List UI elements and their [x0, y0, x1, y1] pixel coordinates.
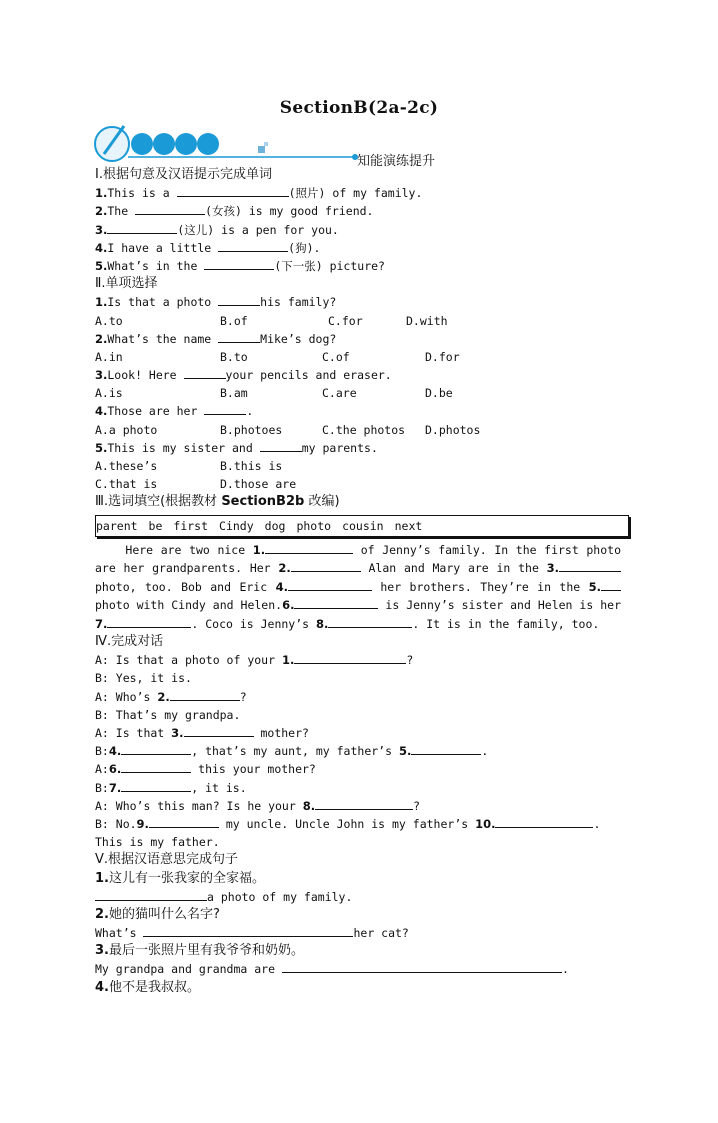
- s5-prompt: 2.她的猫叫什么名字?: [95, 906, 220, 922]
- answer-blank[interactable]: [170, 688, 240, 701]
- word-bank-item: parent: [96, 518, 138, 533]
- answer-blank[interactable]: [121, 742, 191, 755]
- answer-blank[interactable]: [291, 560, 361, 572]
- answer-blank[interactable]: [135, 202, 205, 215]
- dialogue-line: A: Is that 3. mother?: [95, 726, 309, 740]
- s1-item: 5.What’s in the (下一张) picture?: [95, 258, 385, 273]
- option-a[interactable]: A.is: [95, 386, 123, 401]
- answer-blank[interactable]: [559, 560, 621, 572]
- answer-blank[interactable]: [288, 579, 372, 591]
- answer-blank[interactable]: [184, 366, 226, 379]
- option-b[interactable]: B.to: [220, 349, 248, 364]
- answer-blank[interactable]: [294, 597, 378, 609]
- s5-prompt: 4.他不是我叔叔。: [95, 979, 200, 995]
- option-d[interactable]: D.be: [425, 386, 453, 401]
- section-1-heading: Ⅰ.根据句意及汉语提示完成单词: [95, 167, 272, 182]
- option-a[interactable]: A.in: [95, 349, 123, 364]
- banner-label: 知能演练提升: [357, 154, 436, 169]
- option-d[interactable]: D.for: [425, 349, 460, 364]
- s5-answer-line: a photo of my family.: [95, 888, 635, 906]
- s1-item: 3. (这儿) is a pen for you.: [95, 222, 339, 237]
- answer-blank[interactable]: [121, 760, 191, 773]
- answer-blank[interactable]: [149, 815, 219, 828]
- s5-prompt: 1.这儿有一张我家的全家福。: [95, 870, 265, 886]
- s1-item: 2.The (女孩) is my good friend.: [95, 204, 374, 219]
- word-bank-item: cousin: [342, 518, 384, 533]
- answer-blank[interactable]: [143, 924, 353, 937]
- dialogue-line: A: Who’s this man? Is he your 8. ?: [95, 798, 421, 813]
- s2-question: 4.Those are her .: [95, 404, 254, 419]
- section-3-heading: Ⅲ.选词填空(根据教材 SectionB2b 改编): [95, 494, 340, 510]
- banner-square-icon: [258, 146, 265, 153]
- answer-blank[interactable]: [601, 579, 621, 591]
- cloze-passage: Here are two nice 1. of Jenny’s family. In the first photo are her grandparents. Her 2. Alan and Mary are in the 3. photo, too. Bob and Eric 4. her brothers. They’re in the 5. photo with Cindy and Helen.6. is Jenny’s sister and Helen is her 7. . Coco is Jenny’s 8. . It is in the family, too.: [95, 542, 622, 631]
- banner-dot-icon: [153, 133, 175, 155]
- answer-blank[interactable]: [218, 293, 260, 306]
- answer-blank[interactable]: [265, 542, 353, 554]
- answer-blank[interactable]: [282, 960, 562, 973]
- option-b[interactable]: B.this is: [220, 459, 283, 473]
- s2-question: 3.Look! Here your pencils and eraser.: [95, 368, 392, 383]
- answer-blank[interactable]: [294, 651, 406, 664]
- option-c[interactable]: C.for: [328, 313, 363, 328]
- s2-question: 1.Is that a photo his family?: [95, 295, 337, 310]
- word-bank-item: Cindy: [219, 518, 254, 533]
- answer-blank[interactable]: [107, 616, 191, 628]
- worksheet-content: [95, 166, 635, 997]
- option-c[interactable]: C.that is: [95, 477, 158, 492]
- word-bank-item: be: [148, 518, 163, 533]
- s2-options: [95, 384, 635, 402]
- answer-blank[interactable]: [328, 616, 412, 628]
- answer-blank[interactable]: [495, 815, 593, 828]
- answer-blank[interactable]: [411, 742, 481, 755]
- answer-blank[interactable]: [204, 257, 274, 270]
- answer-blank[interactable]: [177, 184, 289, 197]
- page-title: SectionB(2a-2c): [279, 98, 439, 118]
- s2-options: [95, 312, 635, 330]
- dialogue-line: A: Is that a photo of your 1. ?: [95, 653, 414, 668]
- answer-blank[interactable]: [218, 330, 260, 343]
- answer-blank[interactable]: [95, 888, 207, 901]
- option-c[interactable]: C.are: [322, 386, 357, 401]
- section-4-heading: Ⅳ.完成对话: [95, 634, 164, 650]
- dialogue-line: A: Who’s 2. ?: [95, 689, 247, 704]
- dialogue-line: B:4. , that’s my aunt, my father’s 5. .: [95, 744, 489, 759]
- answer-blank[interactable]: [218, 239, 288, 252]
- dialogue-line: B: That’s my grandpa.: [95, 707, 241, 722]
- word-bank-item: dog: [264, 518, 286, 533]
- option-a[interactable]: A.a photo: [95, 422, 158, 437]
- option-b[interactable]: B.am: [220, 386, 248, 401]
- s1-item: 4.I have a little (狗).: [95, 240, 321, 255]
- option-a[interactable]: A.these’s: [95, 459, 158, 473]
- banner-dot-icon: [175, 133, 197, 155]
- s5-answer-line: What’s her cat?: [95, 926, 409, 941]
- s2-options: [95, 421, 635, 439]
- answer-blank[interactable]: [260, 439, 302, 452]
- dialogue-line: B: No.9. my uncle. Uncle John is my father’s 10. .: [95, 816, 601, 831]
- s5-answer-line: My grandpa and grandma are .: [95, 962, 569, 977]
- option-d[interactable]: D.those are: [220, 477, 297, 492]
- banner-dot-icon: [131, 133, 153, 155]
- dialogue-line: A:6. this your mother?: [95, 762, 316, 777]
- section-5-heading: Ⅴ.根据汉语意思完成句子: [95, 852, 239, 868]
- answer-blank[interactable]: [184, 724, 254, 737]
- answer-blank[interactable]: [107, 221, 177, 234]
- option-b[interactable]: B.photoes: [220, 422, 283, 437]
- s5-prompt: 3.最后一张照片里有我爷爷和奶奶。: [95, 943, 304, 959]
- s2-options: [95, 457, 635, 475]
- word-bank: [95, 515, 629, 537]
- s2-options: [95, 348, 635, 366]
- s2-question: 2.What’s the name Mike’s dog?: [95, 331, 337, 346]
- dialogue-line: B:7. , it is.: [95, 780, 247, 795]
- s1-item: 1.This is a (照片) of my family.: [95, 186, 423, 201]
- option-b[interactable]: B.of: [220, 313, 248, 328]
- banner-dot-icon: [197, 133, 219, 155]
- word-bank-item: next: [394, 518, 423, 533]
- s2-options: [95, 475, 635, 493]
- word-bank-item: first: [173, 518, 209, 533]
- dialogue-line: B: Yes, it is.: [95, 671, 192, 686]
- banner-square-icon: [264, 142, 268, 146]
- option-c[interactable]: C.the photos: [322, 422, 406, 437]
- answer-blank[interactable]: [121, 779, 191, 792]
- answer-blank[interactable]: [315, 797, 413, 810]
- dialogue-line: This is my father.: [95, 835, 220, 850]
- option-a[interactable]: A.to: [95, 313, 123, 328]
- section-2-heading: Ⅱ.单项选择: [95, 276, 158, 292]
- word-bank-item: photo: [296, 518, 332, 533]
- option-d[interactable]: D.with: [406, 313, 448, 328]
- s2-question: 5.This is my sister and my parents.: [95, 440, 378, 455]
- answer-blank[interactable]: [204, 402, 246, 415]
- option-d[interactable]: D.photos: [425, 422, 481, 437]
- option-c[interactable]: C.of: [322, 349, 350, 364]
